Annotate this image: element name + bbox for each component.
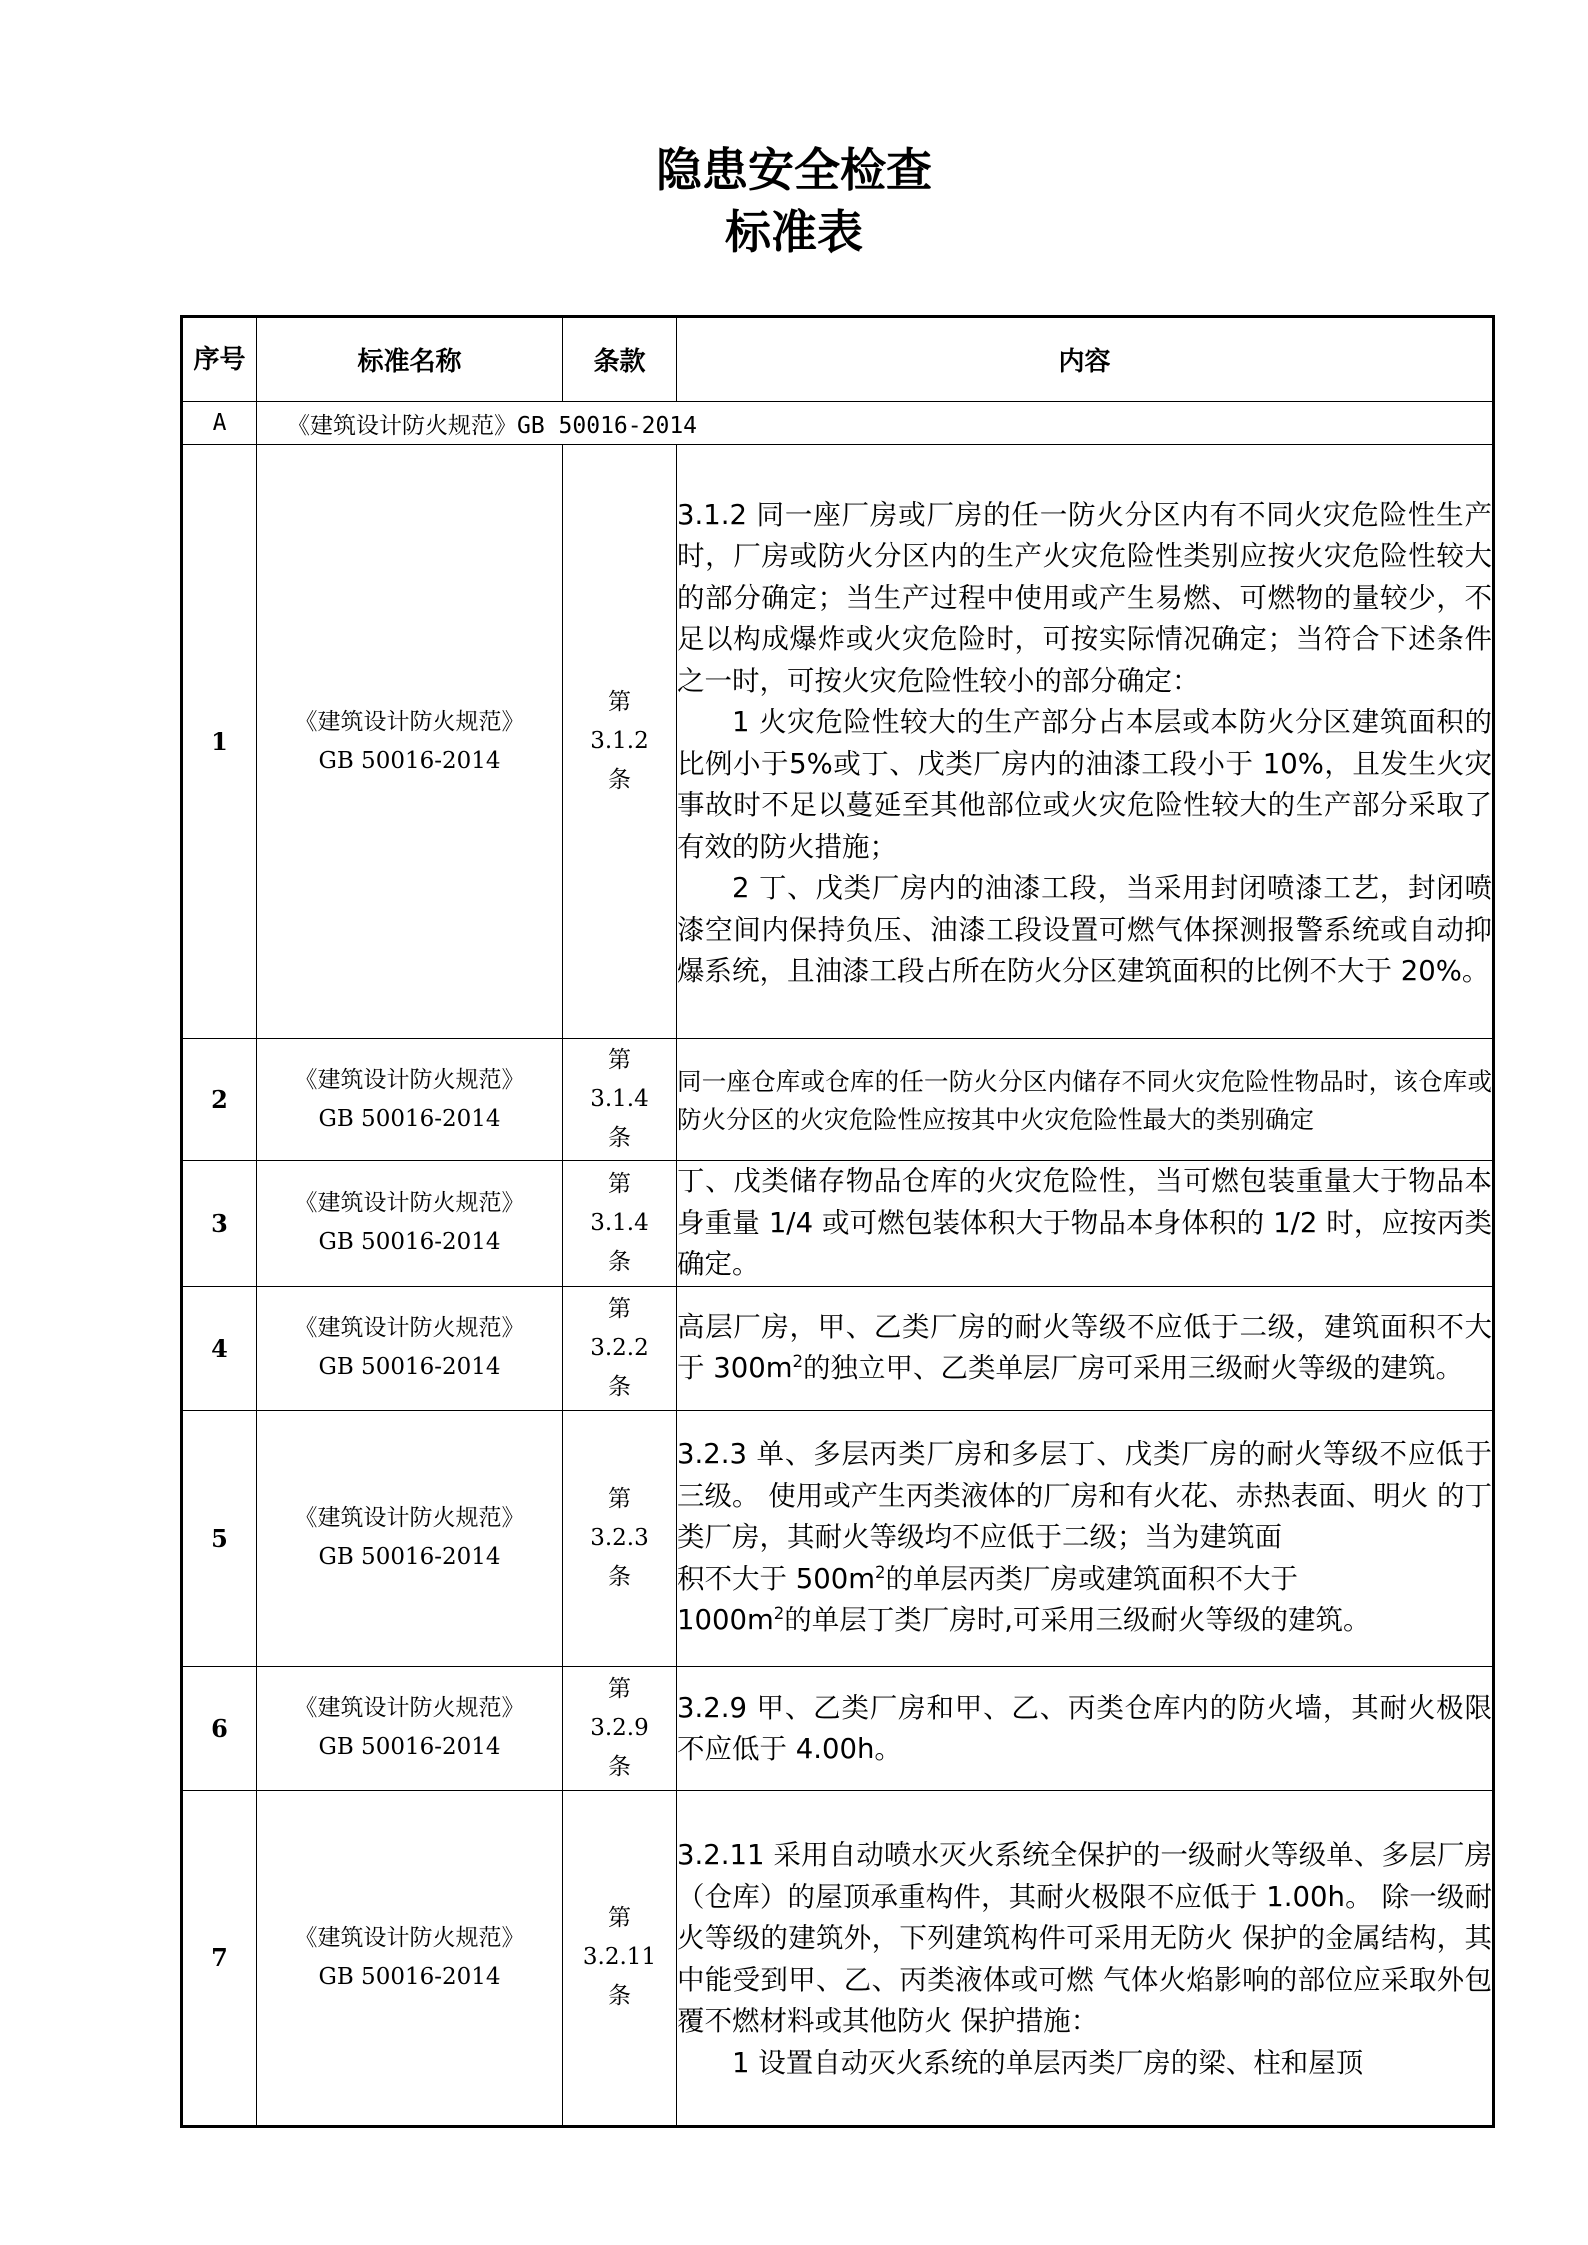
row-seq: 1	[182, 445, 257, 1039]
clause-prefix: 第	[608, 1047, 631, 1073]
row-content	[677, 1410, 1494, 1666]
row-standard-name	[257, 1790, 563, 2126]
content-item-1: 1 设置自动灭火系统的单层丙类厂房的梁、柱和屋顶	[732, 2046, 1364, 2079]
page-subtitle: 标准表	[725, 205, 863, 259]
table-row	[182, 445, 1494, 1039]
content-paragraph: 丁、戊类储存物品仓库的火灾危险性，当可燃包装重量大于物品本身重量 1/4 或可燃包装体积大于物品本身体积的 1/2 时，应按丙类确定。	[677, 1165, 1492, 1280]
row-clause	[563, 445, 677, 1039]
clause-number: 3.2.11	[582, 1944, 657, 1970]
clause-suffix: 条	[608, 1753, 631, 1780]
clause-suffix: 条	[608, 1248, 631, 1275]
superscript: 2	[773, 1604, 785, 1624]
row-clause	[563, 1666, 677, 1790]
clause-prefix: 第	[608, 1905, 631, 1931]
standards-table	[180, 315, 1495, 2128]
standard-name-line1: 《建筑设计防火规范》	[294, 1315, 525, 1341]
standard-name-line1: 《建筑设计防火规范》	[294, 1924, 525, 1951]
section-row	[182, 402, 1494, 445]
section-label: 《建筑设计防火规范》GB 50016-2014	[257, 402, 1494, 445]
standard-name-line1: 《建筑设计防火规范》	[294, 1695, 525, 1721]
standard-name-line1: 《建筑设计防火规范》	[294, 708, 525, 735]
row-content	[677, 1286, 1494, 1410]
content-text-b: 的单层丁类厂房时,可采用三级耐火等级的建筑。	[784, 1604, 1371, 1637]
clause-number: 3.1.4	[590, 1209, 649, 1236]
superscript: 2	[792, 1351, 804, 1371]
section-id: A	[182, 402, 257, 445]
clause-number: 3.2.3	[590, 1524, 649, 1551]
header-content: 内容	[677, 317, 1494, 402]
standard-name-line1: 《建筑设计防火规范》	[294, 1066, 525, 1093]
content-line-2	[677, 1559, 1492, 1601]
content-text-a: 高层厂房，甲、乙类厂房的耐火等级不应低于二级，建筑面积不大于 300m	[677, 1310, 1492, 1384]
row-standard-name	[257, 1410, 563, 1666]
standard-name-line2: GB 50016-2014	[318, 1544, 501, 1570]
clause-prefix: 第	[608, 689, 631, 715]
table-row	[182, 1286, 1494, 1410]
clause-prefix: 第	[608, 1295, 631, 1322]
row-clause	[563, 1161, 677, 1287]
row-standard-name	[257, 1161, 563, 1287]
row-seq: 3	[182, 1161, 257, 1287]
clause-prefix: 第	[608, 1170, 631, 1197]
standard-name-line2: GB 50016-2014	[318, 1734, 501, 1760]
clause-suffix: 条	[608, 1373, 631, 1400]
standard-name-line1: 《建筑设计防火规范》	[294, 1505, 525, 1531]
content-text-b: 的独立甲、乙类单层厂房可采用三级耐火等级的建筑。	[803, 1352, 1464, 1384]
row-standard-name	[257, 445, 563, 1039]
content-paragraph: 3.2.11 采用自动喷水灭火系统全保护的一级耐火等级单、多层厂房（仓库）的屋顶承重构件，其耐火极限不应低于 1.00h。 除一级耐火等级的建筑外，下列建筑构件可采用无防火 保护的金属结构，其中能受到甲、乙、丙类液体或可燃 气体火焰影响的部位应采取外包覆不燃材料或其他防火 保护措施：	[677, 1839, 1492, 2037]
header-clause: 条款	[563, 317, 677, 402]
standard-name-line2: GB 50016-2014	[318, 1354, 501, 1380]
row-clause	[563, 1039, 677, 1161]
row-seq: 2	[182, 1039, 257, 1161]
row-clause	[563, 1286, 677, 1410]
row-clause	[563, 1410, 677, 1666]
table-header-row	[182, 317, 1494, 402]
clause-number: 3.1.2	[590, 728, 649, 754]
clause-suffix: 条	[608, 1983, 631, 2009]
row-standard-name	[257, 1666, 563, 1790]
content-line-3	[677, 1600, 1492, 1642]
row-content	[677, 445, 1494, 1039]
clause-suffix: 条	[608, 1125, 631, 1151]
standard-name-line2: GB 50016-2014	[318, 1105, 501, 1132]
row-content	[677, 1666, 1494, 1790]
content-text-a: 积不大于 500m	[677, 1562, 876, 1595]
standard-name-line2: GB 50016-2014	[318, 1229, 501, 1256]
content-item-1: 1 火灾危险性较大的生产部分占本层或本防火分区建筑面积的比例小于5%或丁、戊类厂房内的油漆工段小于 10%，且发生火灾事故时不足以蔓延至其他部位或火灾危险性较大的生产部分采取了有效的防火措施；	[677, 706, 1492, 863]
clause-number: 3.2.2	[590, 1334, 649, 1361]
row-content	[677, 1790, 1494, 2126]
content-paragraph: 3.2.3 单、多层丙类厂房和多层丁、戊类厂房的耐火等级不应低于三级。 使用或产生丙类液体的厂房和有火花、赤热表面、明火 的丁类厂房，其耐火等级均不应低于二级；当为建筑面	[677, 1438, 1492, 1554]
table-row	[182, 1410, 1494, 1666]
table-row	[182, 1161, 1494, 1287]
content-paragraph: 3.1.2 同一座厂房或厂房的任一防火分区内有不同火灾危险性生产时，厂房或防火分区内的生产火灾危险性类别应按火灾危险性较大的部分确定；当生产过程中使用或产生易燃、可燃物的量较少，不足以构成爆炸或火灾危险时，可按实际情况确定；当符合下述条件之一时，可按火灾危险性较小的部分确定：	[677, 498, 1492, 697]
clause-number: 3.2.9	[590, 1714, 649, 1741]
row-seq: 7	[182, 1790, 257, 2126]
table-row	[182, 1039, 1494, 1161]
row-standard-name	[257, 1286, 563, 1410]
content-paragraph: 3.2.9 甲、乙类厂房和甲、乙、丙类仓库内的防火墙，其耐火极限不应低于 4.00h。	[677, 1691, 1492, 1765]
superscript: 2	[875, 1562, 886, 1582]
clause-suffix: 条	[608, 1563, 631, 1590]
content-paragraph: 同一座仓库或仓库的任一防火分区内储存不同火灾危险性物品时，该仓库或防火分区的火灾危险性应按其中火灾危险性最大的类别确定	[677, 1066, 1492, 1134]
row-seq: 6	[182, 1666, 257, 1790]
row-standard-name	[257, 1039, 563, 1161]
header-seq: 序号	[182, 317, 257, 402]
row-seq: 5	[182, 1410, 257, 1666]
standard-name-line1: 《建筑设计防火规范》	[294, 1190, 525, 1217]
content-item-2: 2 丁、戊类厂房内的油漆工段，当采用封闭喷漆工艺，封闭喷漆空间内保持负压、油漆工段设置可燃气体探测报警系统或自动抑爆系统，且油漆工段占所在防火分区建筑面积的比例不大于 20%。	[677, 872, 1492, 987]
row-clause	[563, 1790, 677, 2126]
content-text-b: 的单层丙类厂房或建筑面积不大于	[885, 1562, 1299, 1595]
clause-suffix: 条	[608, 767, 631, 793]
page-title: 隐患安全检查	[656, 143, 932, 197]
clause-number: 3.1.4	[590, 1086, 649, 1112]
standard-name-line2: GB 50016-2014	[318, 747, 501, 774]
row-content	[677, 1039, 1494, 1161]
header-name: 标准名称	[257, 317, 563, 402]
content-text-a: 1000m	[677, 1604, 774, 1637]
row-content	[677, 1161, 1494, 1287]
row-seq: 4	[182, 1286, 257, 1410]
content-paragraph	[677, 1307, 1492, 1390]
clause-prefix: 第	[608, 1485, 631, 1512]
clause-prefix: 第	[608, 1675, 631, 1702]
table-row	[182, 1790, 1494, 2126]
standard-name-line2: GB 50016-2014	[318, 1963, 501, 1990]
table-row	[182, 1666, 1494, 1790]
